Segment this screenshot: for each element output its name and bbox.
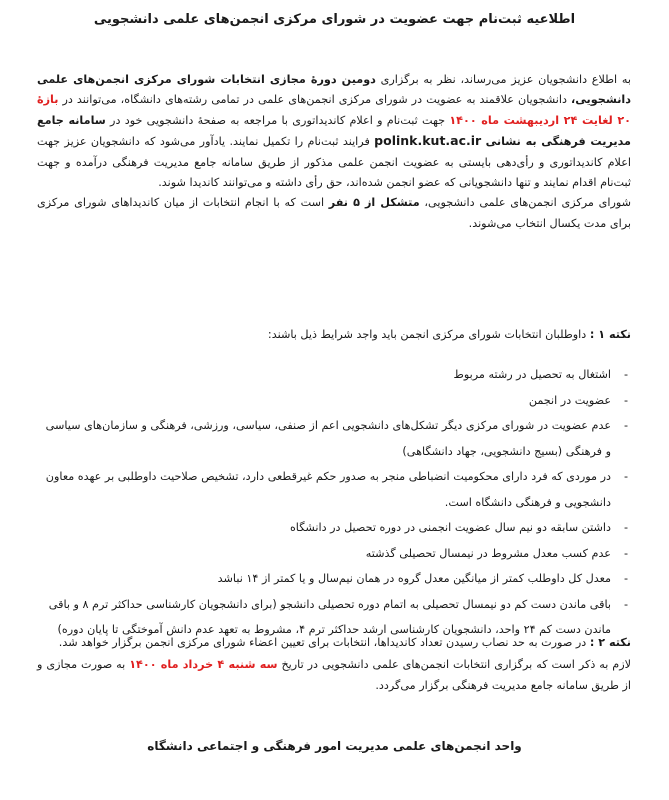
list-item: - عدم کسب معدل مشروط در نیمسال تحصیلی گذشته [37,541,631,567]
note-2-text: در صورت به حد نصاب رسیدن تعداد کاندیداها، انتخابات برای تعیین اعضاء شورای مرکزی انجمن برگزار خواهد شد. [58,636,590,649]
intro-paragraph-2 [37,193,631,234]
registration-period: بازهٔ ۲۰ لغایت ۲۴ اردیبهشت ماه ۱۴۰۰ [37,93,631,127]
system-name: سامانه جامع مدیریت فرهنگی به نشانی [37,113,631,149]
system-url: polink.kut.ac.ir [374,133,482,149]
issuer-signature: واحد انجمن‌های علمی مدیریت امور فرهنگی و اجتماعی دانشگاه [147,739,522,753]
list-item: - باقی ماندن دست کم دو نیمسال تحصیلی به اتمام دوره تحصیلی دانشجو (برای دانشجویان کارشناسی حداکثر ترم ۸ و باقی ماندن دست کم ۲۴ واحد، دانشجویان کارشناسی ارشد حداکثر ترم ۴، مشروط به تعهد عدم دانش آموختگی تا پایان دوره) [37,592,631,643]
intro-paragraph-1 [37,70,631,193]
note-2-text: به صورت مجازی و از طریق سامانه جامع مدیریت فرهنگی برگزار می‌گردد. [37,657,631,692]
intro-text: است که با انجام انتخابات از میان کاندیداهای شورای مرکزی برای مدت یکسال انتخاب می‌شوند. [37,196,631,230]
intro-text: دانشجویان علاقمند به عضویت در شورای مرکزی انجمن‌های علمی در تمامی رشته‌های دانشگاه، می‌توانند در [58,93,571,107]
note-2 [37,632,631,697]
intro-text: جهت ثبت‌نام و اعلام کاندیداتوری با مراجعه به صفحهٔ دانشجویی خود در [105,113,450,127]
list-item: - اشتغال به تحصیل در رشته مربوط [37,362,631,388]
intro-text: فرایند ثبت‌نام را تکمیل نمایند. یادآور می‌شود که دانشجویان عزیز جهت اعلام کاندیداتوری و رأی‌دهی بایستی به عضویت انجمن علمی مذکور از طریق سامانه جامع مدیریت فرهنگی درآمده و جهت ثبت‌نام اقدام نمایند و تنها دانشجویانی که عضو انجمن شده‌اند، حق رأی داشته و می‌توانند کاندیدا شوند. [37,135,631,190]
list-item: - عدم عضویت در شورای مرکزی دیگر تشکل‌های دانشجویی اعم از صنفی، سیاسی، ورزشی، فرهنگی و سازمان‌های سیاسی و فرهنگی (بسیج دانشجویی، جهاد دانشگاهی) [37,413,631,464]
intro-section [37,70,631,234]
election-date: سه شنبه ۴ خرداد ماه ۱۴۰۰ [129,657,278,671]
election-date-paragraph [37,654,631,697]
list-item: - در موردی که فرد دارای محکومیت انضباطی منجر به صدور حکم غیرقطعی دارد، تشخیص صلاحیت داوطلبی بر عهده معاون دانشجویی و فرهنگی دانشگاه است. [37,464,631,515]
council-size: متشکل از ۵ نفر [328,196,420,210]
intro-text: شورای مرکزی انجمن‌های علمی دانشجویی، [419,196,632,210]
conditions-list [37,362,631,643]
note-2-text: لازم به ذکر است که برگزاری انتخابات انجمن‌های علمی دانشجویی در تاریخ [277,657,631,671]
page-title: اطلاعیه ثبت‌نام جهت عضویت در شورای مرکزی انجمن‌های علمی دانشجویی [93,12,576,27]
list-item: - معدل کل داوطلب کمتر از میانگین معدل گروه در همان نیم‌سال و یا کمتر از ۱۴ نباشد [37,566,631,592]
note-2-paragraph [37,632,631,654]
note-1-text: داوطلبان انتخابات شورای مرکزی انجمن باید واجد شرایط ذیل باشند: [267,328,590,341]
note-1-label: نکته ۱ : [589,328,631,341]
list-item: - داشتن سابقه دو نیم سال عضویت انجمنی در دوره تحصیل در دانشگاه [37,515,631,541]
election-name: دومین دورهٔ مجازی انتخابات شورای مرکزی انجمن‌های علمی دانشجویی، [37,73,631,107]
intro-text: به اطلاع دانشجویان عزیز می‌رساند، نظر به برگزاری [375,73,631,86]
list-item: - عضویت در انجمن [37,388,631,414]
note-2-label: نکته ۲ : [589,636,631,649]
note-1 [37,325,631,345]
